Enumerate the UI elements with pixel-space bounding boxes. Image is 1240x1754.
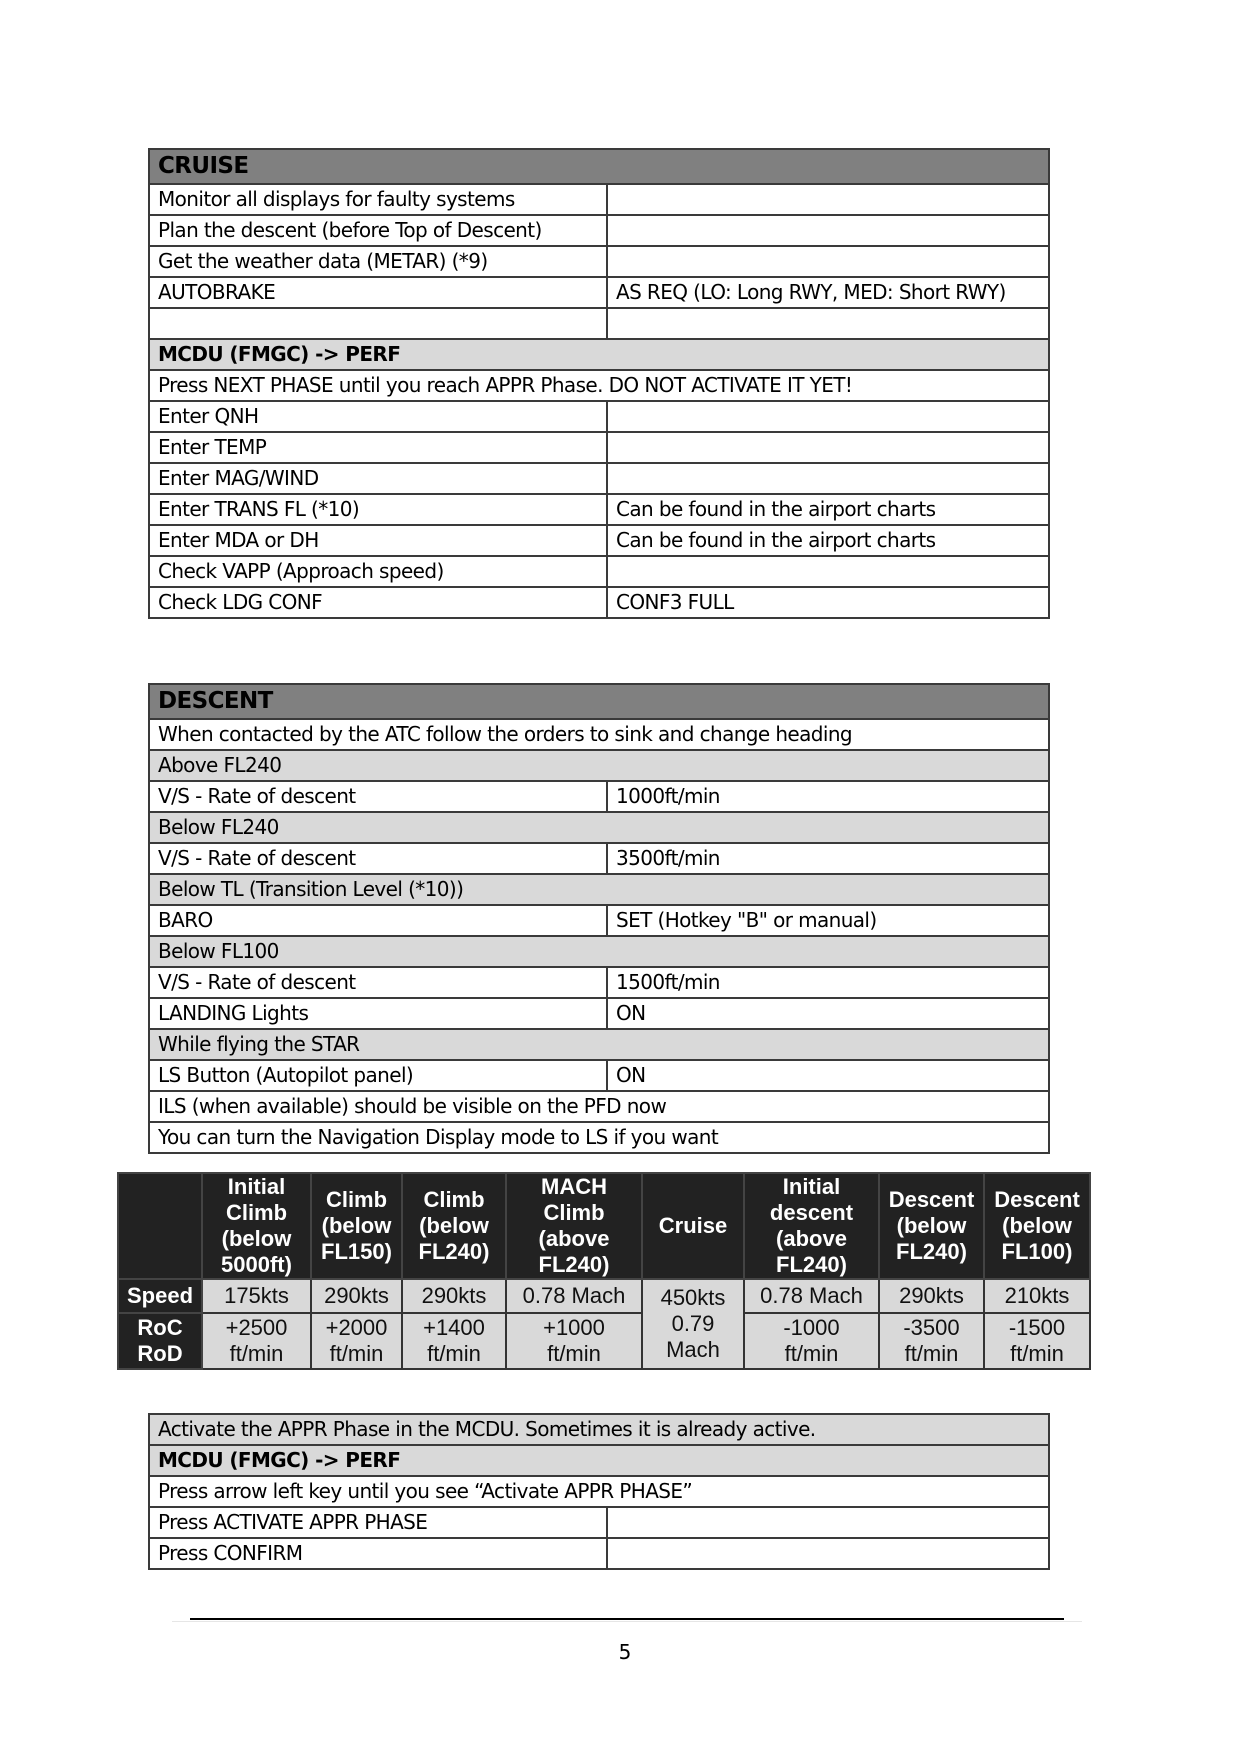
checklist-row [149, 936, 1049, 967]
checklist-row [149, 370, 1049, 401]
phase-header-line: FL100) [1001, 1239, 1073, 1264]
item-label [149, 308, 607, 339]
cruise-value-line: 450kts [660, 1285, 726, 1310]
checklist-row [149, 525, 1049, 556]
item-value: 1500ft/min [607, 967, 1049, 998]
checklist-row [149, 812, 1049, 843]
phase-header [506, 1173, 642, 1279]
speed-row-label: Speed [118, 1279, 202, 1313]
checklist-row [149, 1091, 1049, 1122]
checklist-row [149, 998, 1049, 1029]
item-label: Check VAPP (Approach speed) [149, 556, 607, 587]
descent-header-row [149, 684, 1049, 719]
phase-header [202, 1173, 311, 1279]
phase-header-line: 5000ft) [221, 1252, 292, 1277]
checklist-row [149, 1060, 1049, 1091]
item-label: Plan the descent (before Top of Descent) [149, 215, 607, 246]
rate-value-line: +2500 [225, 1315, 288, 1340]
phase-header-line: FL240) [538, 1252, 610, 1277]
phase-header [402, 1173, 506, 1279]
footer-rule [190, 1618, 1064, 1620]
checklist-row [149, 587, 1049, 618]
rate-value [744, 1313, 879, 1369]
cruise-speed-cell [642, 1279, 744, 1369]
subheading: Below FL240 [149, 812, 1049, 843]
item-label: V/S - Rate of descent [149, 781, 607, 812]
rate-value-line: ft/min [1010, 1341, 1064, 1366]
instruction: When contacted by the ATC follow the orders to sink and change heading [149, 719, 1049, 750]
checklist-row [149, 494, 1049, 525]
rate-value-line: -3500 [903, 1315, 960, 1340]
subheading: While flying the STAR [149, 1029, 1049, 1060]
item-value [607, 432, 1049, 463]
checklist-row [149, 184, 1049, 215]
phase-header [744, 1173, 879, 1279]
rate-value-line: -1500 [1008, 1315, 1066, 1340]
phase-header [879, 1173, 984, 1279]
phase-header-line: (below [419, 1213, 489, 1238]
checklist-row [149, 246, 1049, 277]
phase-header-line: Initial [227, 1174, 286, 1199]
phase-header-line: MACH [541, 1174, 607, 1199]
rod-label: RoD [137, 1341, 183, 1366]
phase-header-line: (below [321, 1213, 392, 1238]
section-heading: MCDU (FMGC) -> PERF [149, 1445, 1049, 1476]
speed-value: 0.78 Mach [744, 1279, 879, 1313]
cruise-value-line: Mach [666, 1337, 720, 1362]
rate-value [984, 1313, 1090, 1369]
cruise-header-row [149, 149, 1049, 184]
phase-header [311, 1173, 402, 1279]
item-value [607, 1538, 1049, 1569]
item-label: LS Button (Autopilot panel) [149, 1060, 607, 1091]
item-label: Get the weather data (METAR) (*9) [149, 246, 607, 277]
phase-header-line: FL150) [321, 1239, 392, 1264]
item-value [607, 463, 1049, 494]
item-label: Enter QNH [149, 401, 607, 432]
item-label: V/S - Rate of descent [149, 967, 607, 998]
checklist-row [149, 1445, 1049, 1476]
speed-value: 0.78 Mach [506, 1279, 642, 1313]
subheading: Above FL240 [149, 750, 1049, 781]
descent-table [148, 683, 1050, 1154]
phase-header-line: (below [896, 1213, 967, 1238]
checklist-row [149, 874, 1049, 905]
checklist-row [149, 750, 1049, 781]
checklist-row [149, 556, 1049, 587]
item-value [607, 401, 1049, 432]
item-value [607, 246, 1049, 277]
rate-value [202, 1313, 311, 1369]
speed-value: 175kts [202, 1279, 311, 1313]
item-value: ON [607, 1060, 1049, 1091]
cruise-body [149, 149, 1049, 618]
phase-header-line: (below [221, 1226, 292, 1251]
item-label: Press CONFIRM [149, 1538, 607, 1569]
checklist-row [149, 1476, 1049, 1507]
phase-header-line: Descent [888, 1187, 975, 1212]
speed-table-header-row [118, 1173, 1090, 1279]
item-value: ON [607, 998, 1049, 1029]
page-number: 5 [618, 1640, 632, 1664]
item-label: Enter TRANS FL (*10) [149, 494, 607, 525]
item-label: BARO [149, 905, 607, 936]
instruction: You can turn the Navigation Display mode to LS if you want [149, 1122, 1049, 1153]
subheading: Below FL100 [149, 936, 1049, 967]
descent-title: DESCENT [149, 684, 1049, 719]
checklist-row [149, 1507, 1049, 1538]
item-value: 3500ft/min [607, 843, 1049, 874]
item-label: Monitor all displays for faulty systems [149, 184, 607, 215]
checklist-row [149, 1414, 1049, 1445]
item-value [607, 556, 1049, 587]
section-heading: MCDU (FMGC) -> PERF [149, 339, 1049, 370]
item-value [607, 308, 1049, 339]
footer-rule-faint [172, 1621, 1082, 1622]
instruction: Press arrow left key until you see “Activate APPR PHASE” [149, 1476, 1049, 1507]
item-value [607, 1507, 1049, 1538]
item-label: Enter TEMP [149, 432, 607, 463]
checklist-row [149, 339, 1049, 370]
item-value [607, 215, 1049, 246]
checklist-row [149, 905, 1049, 936]
phase-header-line: FL240) [776, 1252, 847, 1277]
checklist-row [149, 463, 1049, 494]
rate-value [402, 1313, 506, 1369]
checklist-row [149, 1029, 1049, 1060]
rate-value-line: -1000 [783, 1315, 840, 1340]
speed-value: 290kts [402, 1279, 506, 1313]
rate-value-line: ft/min [547, 1341, 601, 1366]
cruise-table [148, 148, 1050, 619]
item-value: CONF3 FULL [607, 587, 1049, 618]
item-value: 1000ft/min [607, 781, 1049, 812]
speed-value: 290kts [879, 1279, 984, 1313]
item-label: LANDING Lights [149, 998, 607, 1029]
phase-header-line: (above [776, 1226, 847, 1251]
phase-header [642, 1173, 744, 1279]
phase-header-line: Cruise [658, 1213, 728, 1238]
item-label: AUTOBRAKE [149, 277, 607, 308]
checklist-row [149, 277, 1049, 308]
rate-value-line: +1000 [543, 1315, 605, 1340]
checklist-row [149, 719, 1049, 750]
checklist-row [149, 401, 1049, 432]
rate-value-line: ft/min [329, 1341, 384, 1366]
phase-header-line: descent [769, 1200, 854, 1225]
rate-value-line: ft/min [784, 1341, 839, 1366]
phase-header-line: Descent [994, 1187, 1080, 1212]
subheading: Activate the APPR Phase in the MCDU. Sometimes it is already active. [149, 1414, 1049, 1445]
subheading: Below TL (Transition Level (*10)) [149, 874, 1049, 905]
speed-value: 290kts [311, 1279, 402, 1313]
phase-header-line: (above [538, 1226, 610, 1251]
checklist-row [149, 967, 1049, 998]
descent-body [149, 684, 1049, 1153]
item-label: Enter MAG/WIND [149, 463, 607, 494]
rate-value [879, 1313, 984, 1369]
phase-header-line: FL240) [896, 1239, 967, 1264]
checklist-row [149, 432, 1049, 463]
rate-row-label [118, 1313, 202, 1369]
phase-header-line: Climb [325, 1187, 388, 1212]
instruction: ILS (when available) should be visible on the PFD now [149, 1091, 1049, 1122]
rate-value [311, 1313, 402, 1369]
checklist-row [149, 215, 1049, 246]
item-label: V/S - Rate of descent [149, 843, 607, 874]
rate-value-line: ft/min [904, 1341, 959, 1366]
instruction: Press NEXT PHASE until you reach APPR Phase. DO NOT ACTIVATE IT YET! [149, 370, 1049, 401]
item-value [607, 184, 1049, 215]
phase-header [984, 1173, 1090, 1279]
approach-body [149, 1414, 1049, 1569]
item-label: Check LDG CONF [149, 587, 607, 618]
item-value: AS REQ (LO: Long RWY, MED: Short RWY) [607, 277, 1049, 308]
item-value: Can be found in the airport charts [607, 494, 1049, 525]
speed-reference-table [117, 1172, 1091, 1370]
speed-row [118, 1279, 1090, 1313]
rate-value-line: ft/min [229, 1341, 284, 1366]
checklist-row [149, 843, 1049, 874]
cruise-title: CRUISE [149, 149, 1049, 184]
phase-header-line: Initial [782, 1174, 841, 1199]
cruise-value-line: 0.79 [671, 1311, 715, 1336]
checklist-row [149, 308, 1049, 339]
speed-value: 210kts [984, 1279, 1090, 1313]
approach-table [148, 1413, 1050, 1570]
rate-value-line: +2000 [325, 1315, 388, 1340]
item-value: Can be found in the airport charts [607, 525, 1049, 556]
checklist-row [149, 781, 1049, 812]
phase-header-line: (below [1002, 1213, 1072, 1238]
item-value: SET (Hotkey "B" or manual) [607, 905, 1049, 936]
rate-value-line: ft/min [427, 1341, 481, 1366]
item-label: Press ACTIVATE APPR PHASE [149, 1507, 607, 1538]
speed-table-corner [118, 1173, 202, 1279]
phase-header-line: Climb [225, 1200, 288, 1225]
item-label: Enter MDA or DH [149, 525, 607, 556]
rate-row [118, 1313, 1090, 1369]
rate-value-line: +1400 [423, 1315, 485, 1340]
rate-value [506, 1313, 642, 1369]
phase-header-line: FL240) [418, 1239, 490, 1264]
checklist-row [149, 1538, 1049, 1569]
phase-header-line: Climb [423, 1187, 485, 1212]
roc-label: RoC [137, 1315, 183, 1340]
phase-header-line: Climb [543, 1200, 605, 1225]
checklist-row [149, 1122, 1049, 1153]
